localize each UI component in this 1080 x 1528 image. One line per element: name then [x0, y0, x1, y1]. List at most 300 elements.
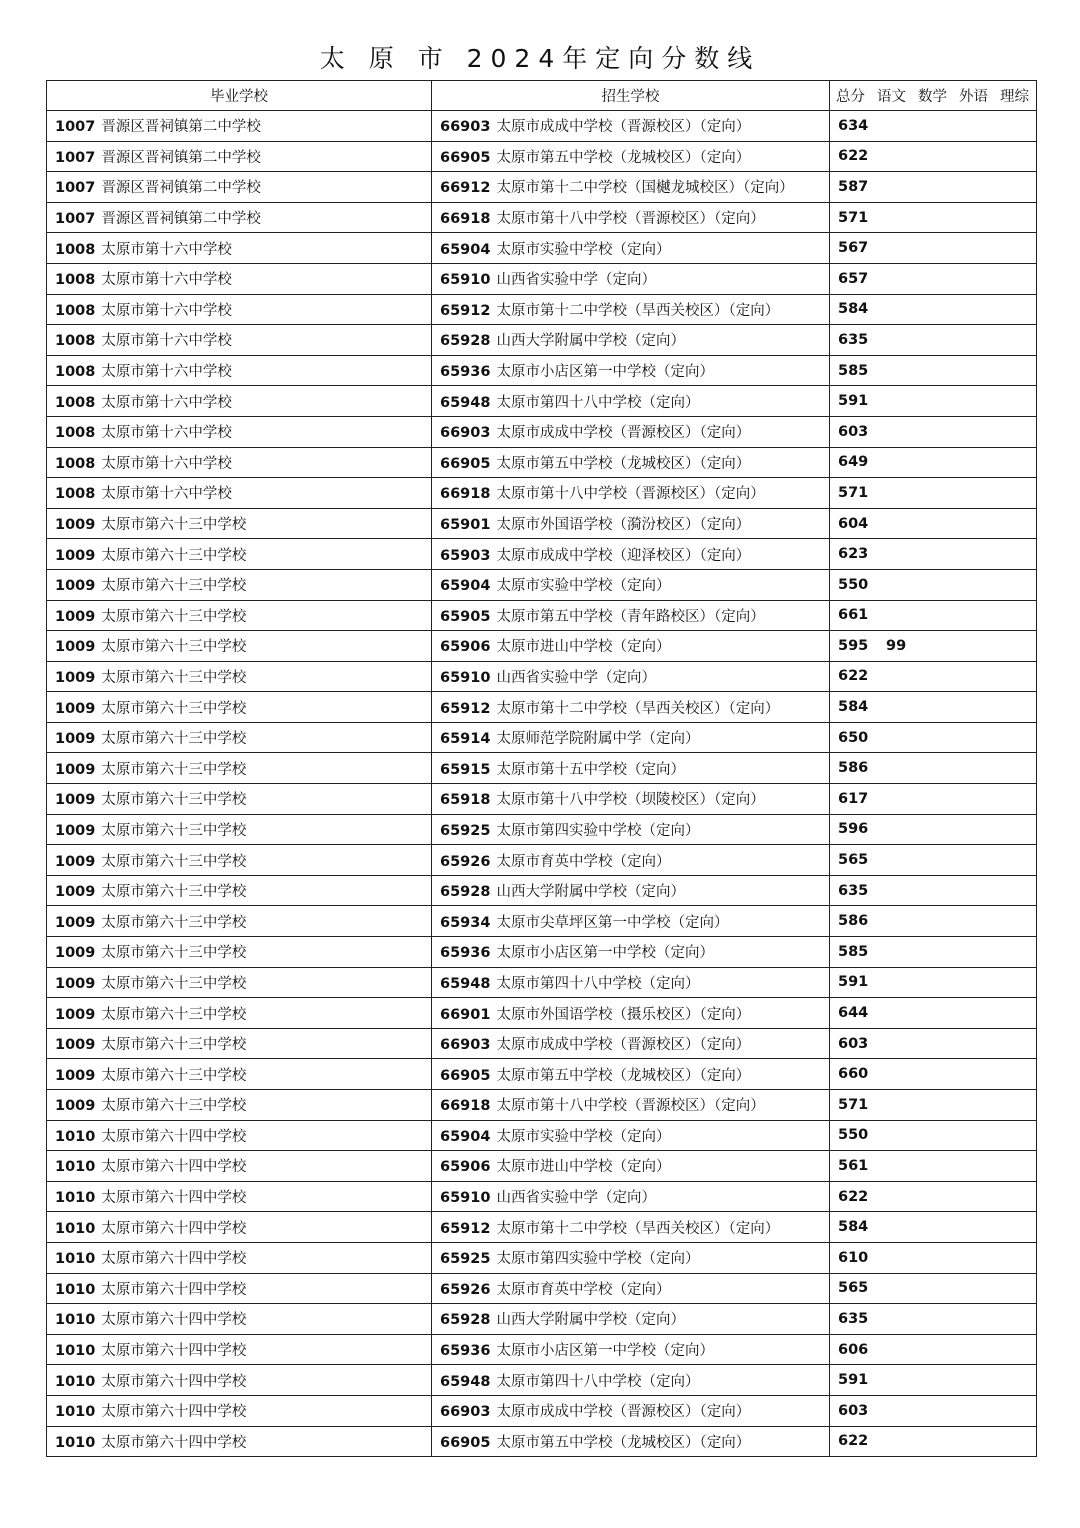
- admission-school-name: 太原市成成中学校（晋源校区）（定向）: [496, 119, 751, 136]
- total-score: 661: [838, 607, 869, 624]
- admission-school-name: 太原市第四十八中学校（定向）: [496, 1373, 700, 1390]
- graduate-school-code: 1009: [55, 1067, 96, 1084]
- admission-school-cell: [432, 569, 830, 600]
- graduate-school-name: 太原市第十六中学校: [101, 333, 232, 350]
- score-cell: [830, 784, 1037, 815]
- admission-school-name: 太原市外国语学校（漪汾校区）（定向）: [496, 517, 751, 534]
- header-graduate-school: 毕业学校: [47, 81, 432, 111]
- graduate-school-code: 1008: [55, 486, 96, 503]
- graduate-school-name: 太原市第六十三中学校: [101, 945, 247, 962]
- total-score: 603: [838, 1035, 869, 1052]
- total-score: 571: [838, 1096, 869, 1113]
- graduate-school-name: 晋源区晋祠镇第二中学校: [101, 119, 261, 136]
- graduate-school-cell: [47, 416, 432, 447]
- admission-school-name: 太原市第四十八中学校（定向）: [496, 975, 700, 992]
- graduate-school-name: 太原市第六十三中学校: [101, 822, 247, 839]
- total-score: 657: [838, 270, 869, 287]
- graduate-school-code: 1010: [55, 1220, 96, 1237]
- table-row: [47, 1059, 1037, 1090]
- admission-school-code: 65928: [440, 1312, 491, 1329]
- score-cell: [830, 325, 1037, 356]
- score-cell: [830, 508, 1037, 539]
- header-admission-school: 招生学校: [432, 81, 830, 111]
- admission-school-code: 65936: [440, 364, 491, 381]
- admission-school-name: 太原市尖草坪区第一中学校（定向）: [496, 914, 729, 931]
- total-score: 591: [838, 393, 869, 410]
- table-row: [47, 111, 1037, 142]
- score-cell: [830, 478, 1037, 509]
- graduate-school-name: 晋源区晋祠镇第二中学校: [101, 180, 261, 197]
- graduate-school-name: 晋源区晋祠镇第二中学校: [101, 149, 261, 166]
- admission-school-cell: [432, 1304, 830, 1335]
- graduate-school-name: 太原市第六十四中学校: [101, 1434, 247, 1451]
- total-score: 571: [838, 209, 869, 226]
- table-row: [47, 1181, 1037, 1212]
- table-row: [47, 386, 1037, 417]
- graduate-school-name: 太原市第六十四中学校: [101, 1373, 247, 1390]
- score-cell: [830, 1365, 1037, 1396]
- admission-school-code: 65910: [440, 669, 491, 686]
- admission-school-name: 太原市进山中学校（定向）: [496, 639, 671, 656]
- admission-school-cell: [432, 478, 830, 509]
- graduate-school-cell: [47, 1059, 432, 1090]
- graduate-school-cell: [47, 569, 432, 600]
- graduate-school-code: 1008: [55, 364, 96, 381]
- admission-school-name: 太原市外国语学校（摄乐校区）（定向）: [496, 1006, 751, 1023]
- graduate-school-name: 太原市第六十三中学校: [101, 1067, 247, 1084]
- total-score: 634: [838, 117, 869, 134]
- graduate-school-name: 太原市第六十三中学校: [101, 700, 247, 717]
- graduate-school-code: 1010: [55, 1251, 96, 1268]
- graduate-school-code: 1009: [55, 914, 96, 931]
- graduate-school-cell: [47, 508, 432, 539]
- graduate-school-cell: [47, 447, 432, 478]
- graduate-school-cell: [47, 1334, 432, 1365]
- total-score: 650: [838, 729, 869, 746]
- score-cell: [830, 1090, 1037, 1121]
- admission-school-name: 太原市实验中学校（定向）: [496, 1128, 671, 1145]
- score-cell: [830, 875, 1037, 906]
- admission-school-name: 太原市第五中学校（龙城校区）（定向）: [496, 1434, 751, 1451]
- admission-school-name: 太原市第四十八中学校（定向）: [496, 394, 700, 411]
- graduate-school-code: 1010: [55, 1190, 96, 1207]
- score-table: [46, 80, 1037, 1457]
- table-header-row: [47, 81, 1037, 111]
- admission-school-code: 65905: [440, 608, 491, 625]
- admission-school-cell: [432, 111, 830, 142]
- header-science: 理综: [1000, 89, 1029, 105]
- admission-school-cell: [432, 875, 830, 906]
- admission-school-code: 65912: [440, 302, 491, 319]
- admission-school-name: 太原市成成中学校（晋源校区）（定向）: [496, 425, 751, 442]
- admission-school-name: 太原市实验中学校（定向）: [496, 241, 671, 258]
- admission-school-name: 太原市小店区第一中学校（定向）: [496, 945, 714, 962]
- total-score: 550: [838, 1127, 869, 1144]
- score-cell: [830, 1120, 1037, 1151]
- table-row: [47, 539, 1037, 570]
- graduate-school-cell: [47, 1151, 432, 1182]
- admission-school-code: 66918: [440, 1098, 491, 1115]
- admission-school-name: 太原市第十八中学校（坝陵校区）（定向）: [496, 792, 765, 809]
- table-row: [47, 1304, 1037, 1335]
- table-row: [47, 569, 1037, 600]
- admission-school-code: 66905: [440, 1067, 491, 1084]
- table-row: [47, 1334, 1037, 1365]
- graduate-school-name: 太原市第六十四中学校: [101, 1220, 247, 1237]
- graduate-school-code: 1008: [55, 455, 96, 472]
- admission-school-name: 太原市小店区第一中学校（定向）: [496, 364, 714, 381]
- admission-school-cell: [432, 814, 830, 845]
- admission-school-code: 65906: [440, 1159, 491, 1176]
- admission-school-cell: [432, 447, 830, 478]
- graduate-school-code: 1009: [55, 884, 96, 901]
- admission-school-name: 太原市第十八中学校（晋源校区）（定向）: [496, 211, 765, 228]
- graduate-school-name: 太原市第六十三中学校: [101, 1006, 247, 1023]
- graduate-school-code: 1009: [55, 608, 96, 625]
- table-row: [47, 600, 1037, 631]
- header-scores: [830, 81, 1037, 111]
- graduate-school-code: 1007: [55, 211, 96, 228]
- admission-school-name: 太原市小店区第一中学校（定向）: [496, 1343, 714, 1360]
- graduate-school-cell: [47, 875, 432, 906]
- admission-school-code: 65912: [440, 700, 491, 717]
- admission-school-cell: [432, 906, 830, 937]
- score-cell: [830, 447, 1037, 478]
- admission-school-code: 65910: [440, 272, 491, 289]
- header-total: 总分: [836, 89, 865, 105]
- graduate-school-cell: [47, 1242, 432, 1273]
- admission-school-cell: [432, 539, 830, 570]
- admission-school-code: 65925: [440, 822, 491, 839]
- graduate-school-cell: [47, 784, 432, 815]
- graduate-school-code: 1007: [55, 180, 96, 197]
- admission-school-cell: [432, 1151, 830, 1182]
- graduate-school-name: 太原市第十六中学校: [101, 394, 232, 411]
- graduate-school-cell: [47, 172, 432, 203]
- chinese-score: 99: [886, 637, 907, 654]
- score-cell: [830, 416, 1037, 447]
- score-cell: [830, 722, 1037, 753]
- admission-school-code: 66903: [440, 119, 491, 136]
- admission-school-cell: [432, 1395, 830, 1426]
- graduate-school-name: 太原市第六十四中学校: [101, 1251, 247, 1268]
- admission-school-name: 太原市成成中学校（迎泽校区）（定向）: [496, 547, 751, 564]
- admission-school-code: 65904: [440, 241, 491, 258]
- graduate-school-cell: [47, 845, 432, 876]
- total-score: 561: [838, 1157, 869, 1174]
- graduate-school-cell: [47, 722, 432, 753]
- admission-school-cell: [432, 1028, 830, 1059]
- graduate-school-cell: [47, 386, 432, 417]
- total-score: 610: [838, 1249, 869, 1266]
- graduate-school-code: 1009: [55, 669, 96, 686]
- total-score: 565: [838, 1280, 869, 1297]
- table-row: [47, 325, 1037, 356]
- table-row: [47, 447, 1037, 478]
- table-row: [47, 141, 1037, 172]
- graduate-school-code: 1009: [55, 1098, 96, 1115]
- header-chinese: 语文: [877, 89, 906, 105]
- header-foreign-language: 外语: [959, 89, 988, 105]
- graduate-school-code: 1008: [55, 333, 96, 350]
- score-cell: [830, 845, 1037, 876]
- admission-school-cell: [432, 998, 830, 1029]
- score-cell: [830, 906, 1037, 937]
- admission-school-code: 65912: [440, 1220, 491, 1237]
- admission-school-cell: [432, 692, 830, 723]
- graduate-school-name: 太原市第六十四中学校: [101, 1159, 247, 1176]
- table-row: [47, 814, 1037, 845]
- admission-school-name: 山西大学附属中学校（定向）: [496, 1312, 685, 1329]
- graduate-school-cell: [47, 111, 432, 142]
- admission-school-cell: [432, 1273, 830, 1304]
- graduate-school-cell: [47, 233, 432, 264]
- admission-school-name: 太原市第五中学校（龙城校区）（定向）: [496, 149, 751, 166]
- admission-school-name: 太原市育英中学校（定向）: [496, 853, 671, 870]
- graduate-school-code: 1008: [55, 425, 96, 442]
- admission-school-code: 66903: [440, 1037, 491, 1054]
- admission-school-code: 66918: [440, 486, 491, 503]
- table-row: [47, 937, 1037, 968]
- admission-school-code: 65904: [440, 578, 491, 595]
- graduate-school-name: 太原市第六十四中学校: [101, 1128, 247, 1145]
- score-cell: [830, 1212, 1037, 1243]
- admission-school-name: 太原市第五中学校（龙城校区）（定向）: [496, 1067, 751, 1084]
- graduate-school-cell: [47, 1426, 432, 1457]
- graduate-school-code: 1008: [55, 241, 96, 258]
- table-row: [47, 1120, 1037, 1151]
- total-score: 649: [838, 454, 869, 471]
- admission-school-code: 66918: [440, 211, 491, 228]
- graduate-school-name: 太原市第六十三中学校: [101, 639, 247, 656]
- graduate-school-code: 1009: [55, 761, 96, 778]
- admission-school-code: 65948: [440, 1373, 491, 1390]
- admission-school-code: 66912: [440, 180, 491, 197]
- admission-school-cell: [432, 784, 830, 815]
- graduate-school-cell: [47, 1120, 432, 1151]
- score-cell: [830, 600, 1037, 631]
- admission-school-cell: [432, 753, 830, 784]
- admission-school-code: 66905: [440, 455, 491, 472]
- graduate-school-cell: [47, 1181, 432, 1212]
- graduate-school-name: 太原市第六十三中学校: [101, 884, 247, 901]
- graduate-school-name: 太原市第六十四中学校: [101, 1404, 247, 1421]
- admission-school-cell: [432, 937, 830, 968]
- score-cell: [830, 569, 1037, 600]
- total-score: 584: [838, 699, 869, 716]
- score-cell: [830, 172, 1037, 203]
- table-row: [47, 631, 1037, 662]
- graduate-school-code: 1010: [55, 1312, 96, 1329]
- graduate-school-cell: [47, 141, 432, 172]
- total-score: 622: [838, 148, 869, 165]
- score-cell: [830, 661, 1037, 692]
- admission-school-name: 太原市第十二中学校（旱西关校区）（定向）: [496, 1220, 780, 1237]
- total-score: 584: [838, 301, 869, 318]
- graduate-school-cell: [47, 1273, 432, 1304]
- graduate-school-code: 1009: [55, 1037, 96, 1054]
- graduate-school-cell: [47, 294, 432, 325]
- admission-school-code: 66901: [440, 1006, 491, 1023]
- table-row: [47, 416, 1037, 447]
- graduate-school-cell: [47, 1090, 432, 1121]
- admission-school-code: 65918: [440, 792, 491, 809]
- admission-school-code: 65906: [440, 639, 491, 656]
- score-cell: [830, 1181, 1037, 1212]
- admission-school-cell: [432, 967, 830, 998]
- admission-school-cell: [432, 386, 830, 417]
- graduate-school-cell: [47, 325, 432, 356]
- total-score: 585: [838, 362, 869, 379]
- graduate-school-name: 太原市第六十三中学校: [101, 578, 247, 595]
- table-row: [47, 355, 1037, 386]
- admission-school-code: 65936: [440, 1343, 491, 1360]
- score-cell: [830, 202, 1037, 233]
- table-row: [47, 263, 1037, 294]
- admission-school-cell: [432, 1181, 830, 1212]
- total-score: 635: [838, 882, 869, 899]
- graduate-school-code: 1010: [55, 1128, 96, 1145]
- score-cell: [830, 1028, 1037, 1059]
- score-cell: [830, 998, 1037, 1029]
- admission-school-cell: [432, 600, 830, 631]
- graduate-school-code: 1009: [55, 975, 96, 992]
- graduate-school-code: 1009: [55, 731, 96, 748]
- graduate-school-code: 1009: [55, 700, 96, 717]
- score-cell: [830, 967, 1037, 998]
- admission-school-name: 山西省实验中学（定向）: [496, 272, 656, 289]
- admission-school-name: 太原市第十二中学校（旱西关校区）（定向）: [496, 700, 780, 717]
- admission-school-name: 太原市第四实验中学校（定向）: [496, 822, 700, 839]
- admission-school-code: 65904: [440, 1128, 491, 1145]
- admission-school-name: 太原市成成中学校（晋源校区）（定向）: [496, 1037, 751, 1054]
- total-score: 622: [838, 1433, 869, 1450]
- table-row: [47, 1212, 1037, 1243]
- total-score: 586: [838, 760, 869, 777]
- graduate-school-code: 1008: [55, 302, 96, 319]
- page-title: 太 原 市 2024年定向分数线: [319, 44, 761, 73]
- table-row: [47, 1273, 1037, 1304]
- graduate-school-code: 1009: [55, 578, 96, 595]
- graduate-school-cell: [47, 600, 432, 631]
- score-cell: [830, 631, 1037, 662]
- admission-school-name: 太原市实验中学校（定向）: [496, 578, 671, 595]
- table-row: [47, 784, 1037, 815]
- score-cell: [830, 937, 1037, 968]
- graduate-school-cell: [47, 753, 432, 784]
- graduate-school-name: 太原市第十六中学校: [101, 425, 232, 442]
- total-score: 623: [838, 546, 869, 563]
- graduate-school-name: 太原市第六十三中学校: [101, 608, 247, 625]
- graduate-school-cell: [47, 937, 432, 968]
- admission-school-cell: [432, 722, 830, 753]
- admission-school-cell: [432, 631, 830, 662]
- admission-school-name: 太原市第十二中学校（旱西关校区）（定向）: [496, 302, 780, 319]
- graduate-school-cell: [47, 478, 432, 509]
- total-score: 635: [838, 331, 869, 348]
- table-row: [47, 661, 1037, 692]
- total-score: 571: [838, 484, 869, 501]
- admission-school-name: 山西大学附属中学校（定向）: [496, 333, 685, 350]
- total-score: 604: [838, 515, 869, 532]
- score-cell: [830, 355, 1037, 386]
- score-cell: [830, 692, 1037, 723]
- table-row: [47, 967, 1037, 998]
- total-score: 622: [838, 1188, 869, 1205]
- admission-school-code: 65926: [440, 853, 491, 870]
- graduate-school-cell: [47, 631, 432, 662]
- table-row: [47, 906, 1037, 937]
- graduate-school-name: 太原市第六十四中学校: [101, 1281, 247, 1298]
- admission-school-cell: [432, 233, 830, 264]
- table-body: [47, 111, 1037, 1457]
- score-cell: [830, 1304, 1037, 1335]
- graduate-school-name: 太原市第十六中学校: [101, 241, 232, 258]
- admission-school-name: 太原市进山中学校（定向）: [496, 1159, 671, 1176]
- graduate-school-code: 1010: [55, 1159, 96, 1176]
- admission-school-name: 太原师范学院附属中学（定向）: [496, 731, 700, 748]
- admission-school-code: 66905: [440, 1434, 491, 1451]
- graduate-school-cell: [47, 998, 432, 1029]
- admission-school-cell: [432, 1334, 830, 1365]
- graduate-school-cell: [47, 202, 432, 233]
- admission-school-name: 太原市第四实验中学校（定向）: [496, 1251, 700, 1268]
- graduate-school-cell: [47, 355, 432, 386]
- graduate-school-name: 太原市第六十三中学校: [101, 669, 247, 686]
- admission-school-name: 山西大学附属中学校（定向）: [496, 884, 685, 901]
- admission-school-name: 太原市第五中学校（青年路校区）（定向）: [496, 608, 765, 625]
- total-score: 550: [838, 576, 869, 593]
- graduate-school-code: 1007: [55, 119, 96, 136]
- graduate-school-name: 太原市第十六中学校: [101, 302, 232, 319]
- score-cell: [830, 263, 1037, 294]
- table-row: [47, 1028, 1037, 1059]
- table-row: [47, 478, 1037, 509]
- score-cell: [830, 753, 1037, 784]
- table-row: [47, 508, 1037, 539]
- graduate-school-code: 1010: [55, 1404, 96, 1421]
- total-score: 606: [838, 1341, 869, 1358]
- admission-school-code: 65934: [440, 914, 491, 931]
- table-row: [47, 753, 1037, 784]
- admission-school-cell: [432, 1059, 830, 1090]
- graduate-school-name: 太原市第六十四中学校: [101, 1312, 247, 1329]
- table-row: [47, 294, 1037, 325]
- admission-school-code: 66903: [440, 1404, 491, 1421]
- total-score: 565: [838, 852, 869, 869]
- admission-school-cell: [432, 1242, 830, 1273]
- total-score: 660: [838, 1066, 869, 1083]
- admission-school-code: 65915: [440, 761, 491, 778]
- graduate-school-code: 1009: [55, 822, 96, 839]
- score-cell: [830, 539, 1037, 570]
- graduate-school-name: 太原市第六十三中学校: [101, 517, 247, 534]
- graduate-school-code: 1010: [55, 1434, 96, 1451]
- graduate-school-name: 太原市第六十三中学校: [101, 914, 247, 931]
- total-score: 595: [838, 637, 869, 654]
- graduate-school-name: 太原市第六十三中学校: [101, 761, 247, 778]
- total-score: 591: [838, 974, 869, 991]
- graduate-school-name: 太原市第六十三中学校: [101, 975, 247, 992]
- admission-school-cell: [432, 416, 830, 447]
- graduate-school-name: 太原市第十六中学校: [101, 272, 232, 289]
- score-cell: [830, 1242, 1037, 1273]
- admission-school-cell: [432, 508, 830, 539]
- total-score: 586: [838, 913, 869, 930]
- table-row: [47, 998, 1037, 1029]
- graduate-school-cell: [47, 263, 432, 294]
- admission-school-cell: [432, 1120, 830, 1151]
